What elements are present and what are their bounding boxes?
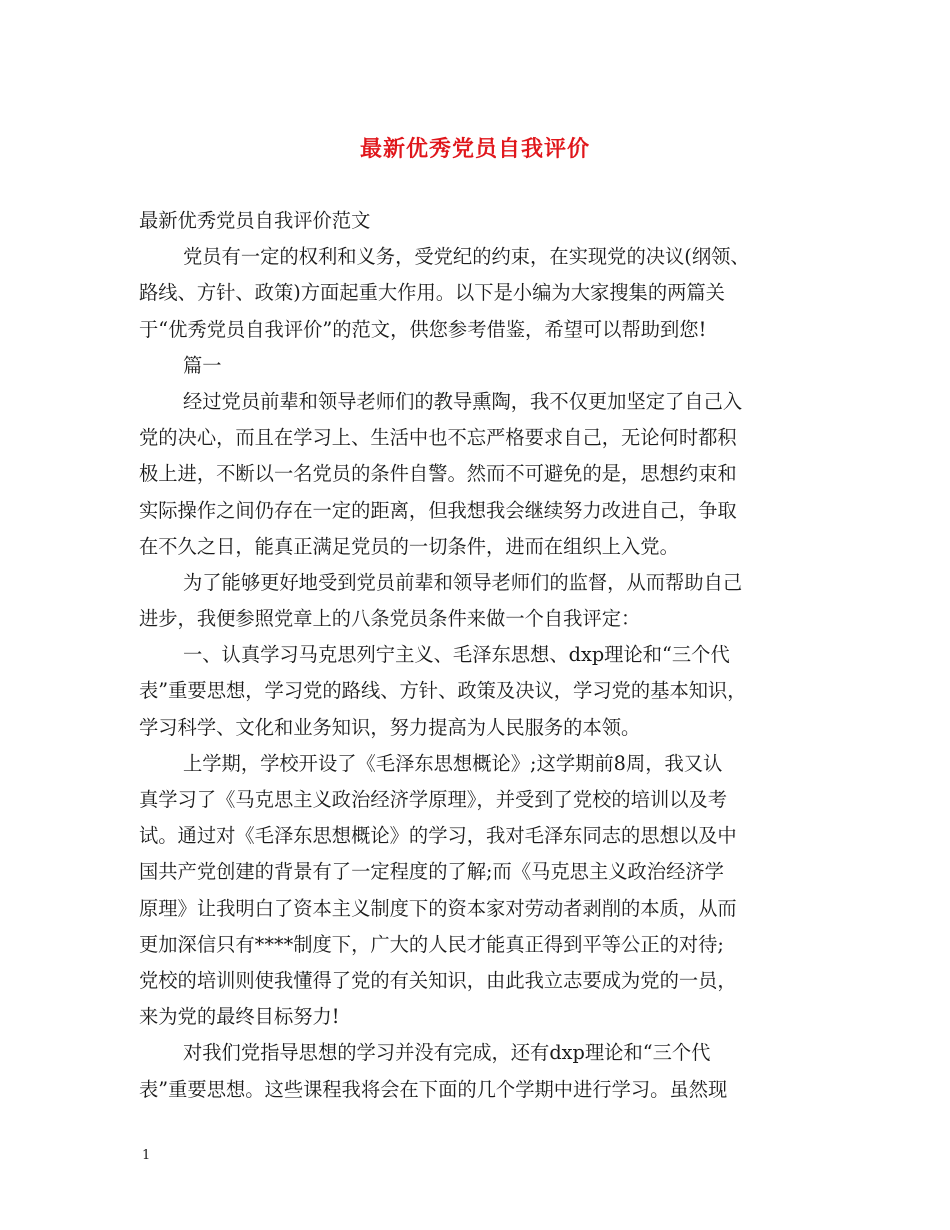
text-line: 实际操作之间仍存在一定的距离，但我想我会继续努力改进自己，争取 xyxy=(139,498,737,522)
text-line: 党员有一定的权利和义务，受党纪的约束，在实现党的决议(纲领、 xyxy=(183,245,750,269)
text-line: 更加深信只有****制度下，广大的人民才能真正得到平等公正的对待; xyxy=(139,932,724,956)
text-line: 原理》让我明白了资本主义制度下的资本家对劳动者剥削的本质，从而 xyxy=(139,896,737,920)
text-line: 在不久之日，能真正满足党员的一切条件，进而在组织上入党。 xyxy=(139,534,679,558)
text-line: 最新优秀党员自我评价范文 xyxy=(139,209,371,232)
page-number: 1 xyxy=(142,1148,151,1163)
text-line: 一、认真学习马克思列宁主义、毛泽东思想、dxp理论和“三个代 xyxy=(183,643,730,667)
text-line: 真学习了《马克思主义政治经济学原理》，并受到了党校的培训以及考 xyxy=(139,788,728,811)
text-line: 试。通过对《毛泽东思想概论》的学习，我对毛泽东同志的思想以及中 xyxy=(139,824,737,848)
text-line: 篇一 xyxy=(183,353,222,377)
text-line: 极上进，不断以一名党员的条件自警。然而不可避免的是，思想约束和 xyxy=(139,462,737,486)
text-line: 于“优秀党员自我评价”的范文，供您参考借鉴，希望可以帮助到您! xyxy=(139,317,707,341)
document-title: 最新优秀党员自我评价 xyxy=(359,136,590,162)
text-line: 表”重要思想。这些课程我将会在下面的几个学期中进行学习。虽然现 xyxy=(139,1077,728,1101)
text-line: 路线、方针、政策)方面起重大作用。以下是小编为大家搜集的两篇关 xyxy=(139,281,725,305)
text-line: 上学期，学校开设了《毛泽东思想概论》;这学期前8周，我又认 xyxy=(183,751,723,775)
text-line: 党的决心，而且在学习上、生活中也不忘严格要求自己，无论何时都积 xyxy=(139,426,737,450)
text-line: 为了能够更好地受到党员前辈和领导老师们的监督，从而帮助自己 xyxy=(183,570,743,594)
text-line: 进步，我便参照党章上的八条党员条件来做一个自我评定： xyxy=(139,607,641,631)
text-line: 学习科学、文化和业务知识，努力提高为人民服务的本领。 xyxy=(139,715,641,739)
text-line: 党校的培训则使我懂得了党的有关知识，由此我立志要成为党的一员， xyxy=(139,968,737,992)
text-line: 对我们党指导思想的学习并没有完成，还有dxp理论和“三个代 xyxy=(183,1041,711,1065)
text-line: 国共产党创建的背景有了一定程度的了解;而《马克思主义政治经济学 xyxy=(139,860,724,884)
document-body xyxy=(139,203,827,1108)
text-line: 经过党员前辈和领导老师们的教导熏陶，我不仅更加坚定了自己入 xyxy=(183,389,743,413)
text-line: 表”重要思想，学习党的路线、方针、政策及决议，学习党的基本知识， xyxy=(139,679,747,703)
text-line: 来为党的最终目标努力! xyxy=(139,1005,340,1029)
